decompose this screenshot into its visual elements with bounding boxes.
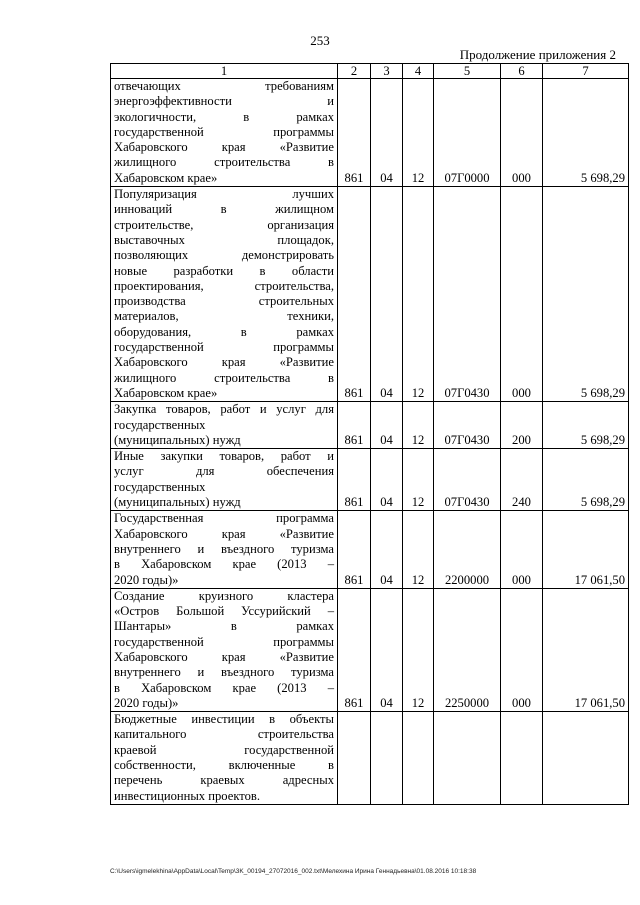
code-admin: 861 [338,402,371,449]
description-line: Шантары» в рамках [114,619,334,634]
description-line: Хабаровского края «Развитие [114,355,334,370]
description-line: инноваций в жилищном [114,202,334,217]
footer-path: C:\Users\igmelekhina\AppData\Local\Temp\3K_00194_27072016_002.txt\Мелехина Ирина Геннадьевна\01.08.2016 10:18:38 [110,868,477,875]
table-row [111,449,629,511]
description-line: Закупка товаров, работ и услуг для [114,402,334,417]
code-section: 04 [371,511,403,588]
code-admin: 861 [338,187,371,402]
table-row [111,588,629,711]
description-line: Бюджетные инвестиции в объекты [114,712,334,727]
code-expense-type: 000 [501,588,543,711]
code-target-article: 07Г0430 [434,187,501,402]
description-line: собственности, включенные в [114,758,334,773]
table-row [111,511,629,588]
description-line: Популяризация лучших [114,187,334,202]
row-description [111,449,338,511]
description-line: Хабаровского края «Развитие [114,649,334,664]
budget-table [110,63,629,805]
code-expense-type: 000 [501,511,543,588]
column-header-3: 3 [371,64,403,79]
code-subsection: 12 [403,187,434,402]
description-line: материалов, техники, [114,309,334,324]
code-target-article [434,712,501,805]
table-body [111,79,629,805]
header-row [111,64,629,79]
description-line: жилищного строительства в [114,155,334,170]
column-header-7: 7 [543,64,629,79]
description-line: государственной программы [114,124,334,139]
code-expense-type: 200 [501,402,543,449]
code-section: 04 [371,187,403,402]
column-header-6: 6 [501,64,543,79]
description-line: жилищного строительства в [114,370,334,385]
code-section: 04 [371,449,403,511]
amount [543,712,629,805]
code-target-article: 07Г0430 [434,402,501,449]
code-subsection: 12 [403,511,434,588]
description-line: государственных [114,417,206,432]
description-line: «Остров Большой Уссурийский – [114,604,334,619]
description-line: оборудования, в рамках [114,324,334,339]
description-line: экологичности, в рамках [114,109,334,124]
code-subsection: 12 [403,449,434,511]
description-line: Хабаровского края «Развитие [114,140,334,155]
amount: 17 061,50 [543,588,629,711]
code-admin [338,712,371,805]
code-admin: 861 [338,588,371,711]
code-target-article: 2250000 [434,588,501,711]
description-line: Хабаровского края «Развитие [114,526,334,541]
description-line: позволяющих демонстрировать [114,248,334,263]
code-subsection [403,712,434,805]
amount: 5 698,29 [543,402,629,449]
code-subsection: 12 [403,402,434,449]
code-expense-type [501,712,543,805]
code-admin: 861 [338,79,371,187]
table-row [111,79,629,187]
description-line: отвечающих требованиям [114,79,334,93]
row-description [111,511,338,588]
description-line: производства строительных [114,294,334,309]
table-row [111,712,629,805]
code-target-article: 2200000 [434,511,501,588]
description-line-last: (муниципальных) нужд [114,432,241,447]
amount: 5 698,29 [543,187,629,402]
code-section: 04 [371,79,403,187]
description-line: услуг для обеспечения [114,464,334,479]
code-expense-type: 240 [501,449,543,511]
column-header-1: 1 [111,64,338,79]
description-line: выставочных площадок, [114,232,334,247]
row-description [111,402,338,449]
column-header-5: 5 [434,64,501,79]
description-line: внутреннего и въездного туризма [114,541,334,556]
description-line: новые разработки в области [114,263,334,278]
description-line-last: Хабаровском крае» [114,170,218,185]
description-line: энергоэффективности и [114,94,334,109]
code-expense-type: 000 [501,79,543,187]
description-line: капитального строительства [114,727,334,742]
code-section: 04 [371,588,403,711]
table-row [111,402,629,449]
row-description [111,712,338,805]
page-number: 253 [310,33,330,48]
row-description [111,588,338,711]
code-subsection: 12 [403,588,434,711]
description-line: в Хабаровском крае (2013 – [114,680,334,695]
description-line: строительстве, организация [114,217,334,232]
code-expense-type: 000 [501,187,543,402]
row-description [111,187,338,402]
column-header-4: 4 [403,64,434,79]
description-line-last: инвестиционных проектов. [114,788,261,803]
description-line-last: (муниципальных) нужд [114,495,241,510]
code-section [371,712,403,805]
description-line: государственной программы [114,634,334,649]
code-admin: 861 [338,511,371,588]
column-header-2: 2 [338,64,371,79]
description-line: краевой государственной [114,742,334,757]
amount: 5 698,29 [543,449,629,511]
amount: 17 061,50 [543,511,629,588]
description-line: проектирования, строительства, [114,278,334,293]
code-section: 04 [371,402,403,449]
table-row [111,187,629,402]
row-description [111,79,338,187]
description-line-last: 2020 годы)» [114,695,179,710]
amount: 5 698,29 [543,79,629,187]
description-line-last: 2020 годы)» [114,572,179,587]
description-line: в Хабаровском крае (2013 – [114,557,334,572]
code-subsection: 12 [403,79,434,187]
description-line: Государственная программа [114,511,334,526]
description-line: государственных [114,479,206,494]
code-admin: 861 [338,449,371,511]
description-line: Иные закупки товаров, работ и [114,449,334,464]
description-line: государственной программы [114,340,334,355]
continuation-caption: Продолжение приложения 2 [459,47,616,62]
description-line-last: Хабаровском крае» [114,385,218,400]
description-line: внутреннего и въездного туризма [114,665,334,680]
description-line: перечень краевых адресных [114,773,334,788]
code-target-article: 07Г0000 [434,79,501,187]
description-line: Создание круизного кластера [114,588,334,603]
code-target-article: 07Г0430 [434,449,501,511]
